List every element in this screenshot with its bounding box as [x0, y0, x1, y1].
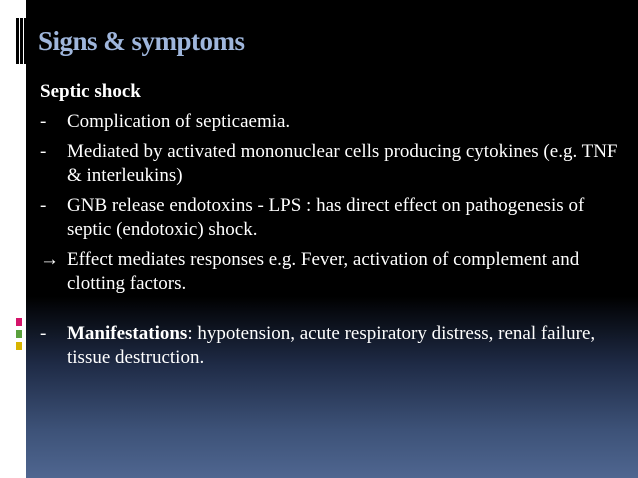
section-subhead: Septic shock	[40, 81, 141, 102]
bullet-text: Effect mediates responses e.g. Fever, activation of complement and clotting factors.	[67, 249, 580, 294]
slide-title: Signs & symptoms	[38, 26, 245, 56]
left-decorative-strip	[0, 0, 26, 478]
arrow-right-icon: →	[40, 249, 59, 270]
dash-marker: -	[40, 195, 47, 216]
dash-marker: -	[40, 323, 47, 344]
accent-square-yellow	[16, 342, 22, 350]
dash-marker: -	[40, 141, 47, 162]
bullet-text: Mediated by activated mononuclear cells producing cytokines (e.g. TNF & interleukins)	[67, 141, 618, 186]
bullet-item	[40, 248, 625, 296]
bullet-text: Complication of septicaemia.	[67, 111, 291, 132]
bullet-item	[40, 194, 625, 242]
decorative-bar	[16, 18, 19, 64]
bullet-text: : hypotension, acute respiratory distress, renal failure, tissue destruction.	[67, 323, 596, 368]
accent-square-green	[16, 330, 22, 338]
bullet-text: GNB release endotoxins - LPS : has direct effect on pathogenesis of septic (endotoxic) shock.	[67, 195, 585, 240]
bullet-item	[40, 322, 625, 370]
dash-marker: -	[40, 111, 47, 132]
decorative-bar	[20, 18, 23, 64]
bullet-item	[40, 110, 625, 134]
decorative-bar	[24, 18, 26, 64]
bullet-item	[40, 140, 625, 188]
bullet-term: Manifestations	[67, 323, 188, 344]
accent-square-pink	[16, 318, 22, 326]
slide-content	[40, 80, 625, 376]
